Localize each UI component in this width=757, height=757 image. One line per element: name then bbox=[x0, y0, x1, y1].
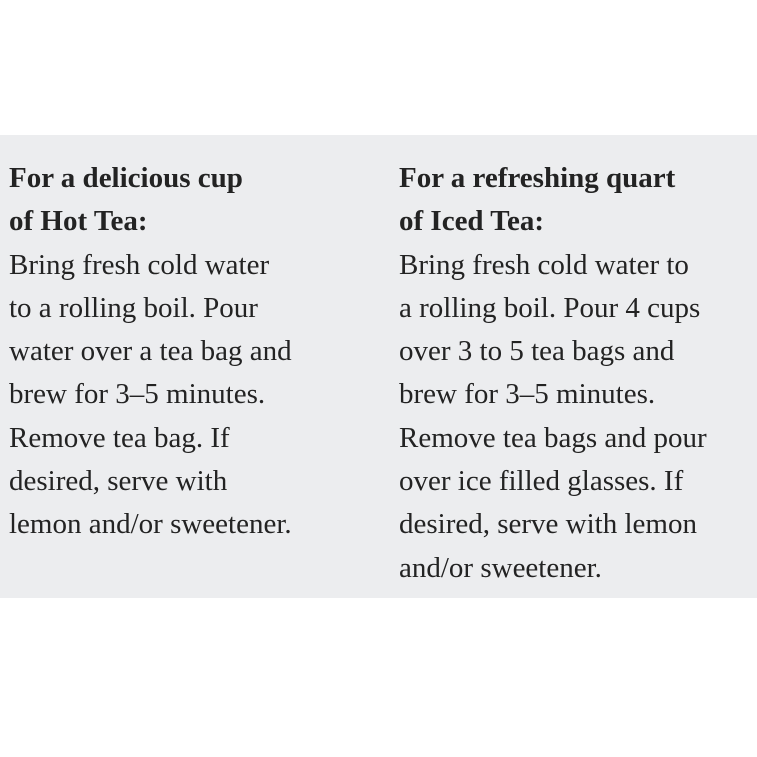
hot-tea-heading bbox=[9, 135, 379, 244]
hot-tea-instruction-line: Bring fresh cold water bbox=[9, 248, 270, 281]
iced-tea-heading-line: of Iced Tea: bbox=[399, 205, 544, 238]
iced-tea-instruction-line: desired, serve with lemon bbox=[399, 508, 697, 541]
hot-tea-instruction-line: lemon and/or sweetener. bbox=[9, 508, 292, 541]
hot-tea-instruction-line: brew for 3–5 minutes. bbox=[9, 378, 266, 411]
iced-tea-heading-line: For a refreshing quart bbox=[399, 162, 676, 194]
hot-tea-heading-line: For a delicious cup bbox=[9, 162, 243, 194]
iced-tea-heading bbox=[399, 135, 754, 244]
hot-tea-instruction-line: desired, serve with bbox=[9, 465, 228, 498]
iced-tea-instruction-line: brew for 3–5 minutes. bbox=[399, 378, 656, 411]
hot-tea-instruction-line: Remove tea bag. If bbox=[9, 421, 230, 454]
hot-tea-instruction-line: water over a tea bag and bbox=[9, 335, 292, 368]
iced-tea-instruction-line: Bring fresh cold water to bbox=[399, 248, 689, 281]
hot-tea-instructions bbox=[9, 244, 379, 547]
iced-tea-instruction-line: over ice filled glasses. If bbox=[399, 465, 684, 498]
hot-tea-heading-line: of Hot Tea: bbox=[9, 205, 148, 238]
iced-tea-instruction-line: and/or sweetener. bbox=[399, 551, 602, 584]
iced-tea-instructions bbox=[399, 244, 754, 590]
iced-tea-column bbox=[399, 135, 754, 590]
iced-tea-instruction-line: a rolling boil. Pour 4 cups bbox=[399, 291, 701, 324]
iced-tea-instruction-line: over 3 to 5 tea bags and bbox=[399, 335, 675, 368]
iced-tea-instruction-line: Remove tea bags and pour bbox=[399, 421, 707, 454]
hot-tea-column bbox=[9, 135, 379, 547]
instructions-panel bbox=[0, 135, 757, 598]
hot-tea-instruction-line: to a rolling boil. Pour bbox=[9, 291, 258, 324]
